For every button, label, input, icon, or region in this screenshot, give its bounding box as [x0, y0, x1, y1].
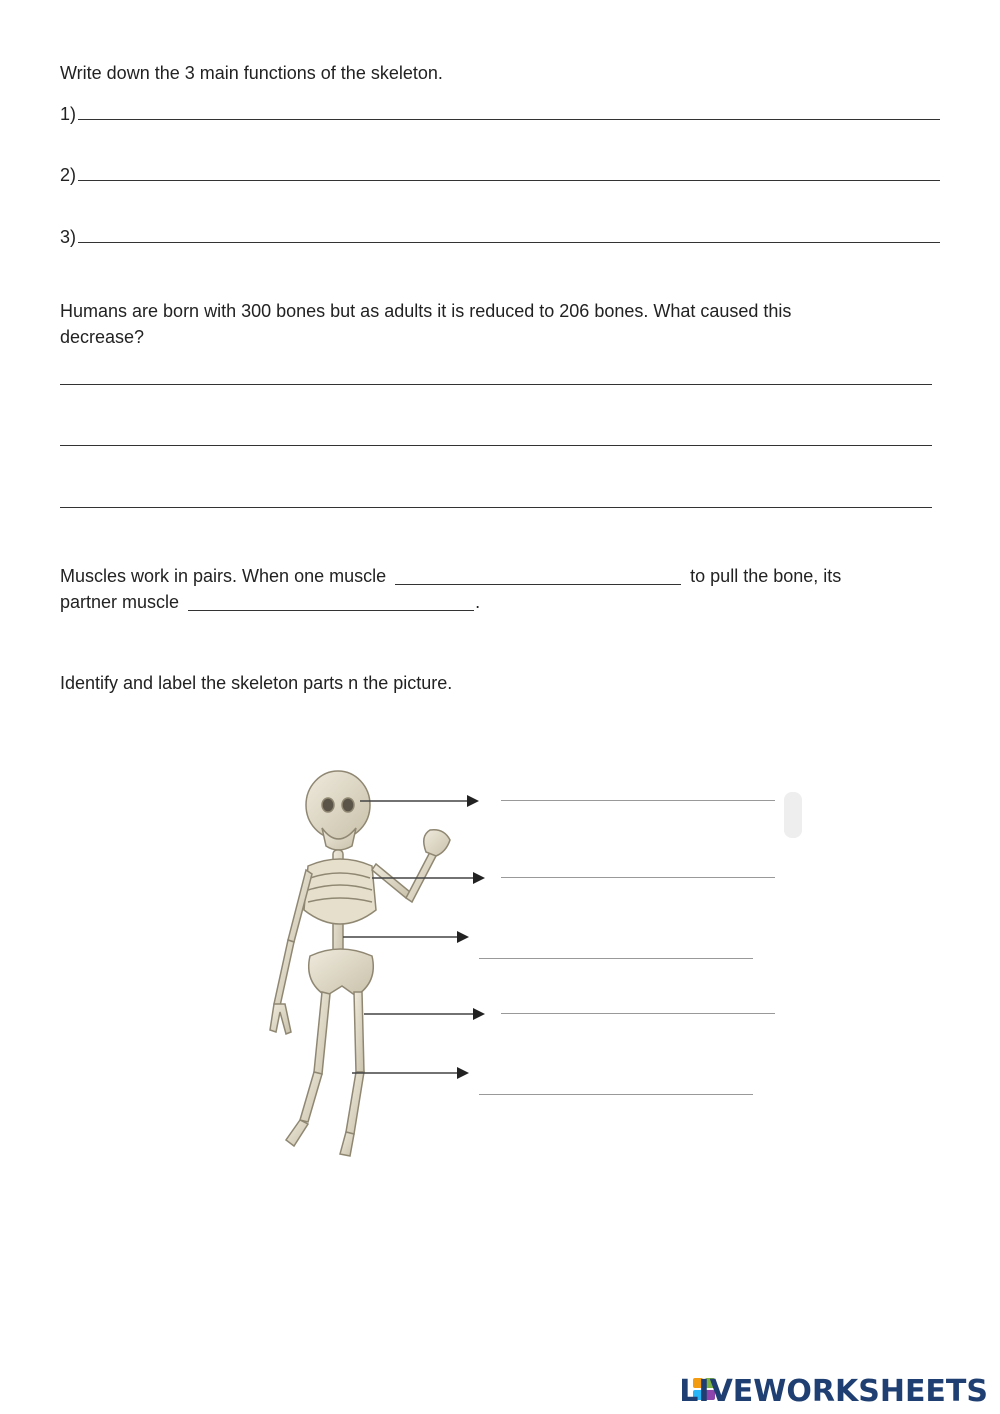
liveworksheets-brand: LIVEWORKSHEETS [679, 1374, 988, 1409]
question-2-answer-line-1[interactable] [60, 384, 932, 385]
question-3-blank-1[interactable] [395, 566, 681, 585]
question-3-line-1 [60, 563, 841, 589]
skeleton-figure [270, 771, 450, 1156]
question-2-prompt-line-2: decrease? [60, 327, 145, 347]
question-3-line-2 [60, 589, 480, 615]
answer-3-line[interactable] [78, 242, 940, 243]
answer-2-line[interactable] [78, 180, 940, 181]
label-line-skull[interactable] [501, 800, 775, 801]
skeleton-diagram [260, 760, 820, 1170]
answer-1-line[interactable] [78, 119, 940, 120]
label-line-ribcage[interactable] [501, 877, 775, 878]
answer-2-label: 2) [60, 165, 77, 185]
question-2-answer-line-3[interactable] [60, 507, 932, 508]
label-line-spine[interactable] [479, 958, 753, 959]
question-3-blank-2[interactable] [188, 592, 474, 611]
question-2-prompt-line-1: Humans are born with 300 bones but as adults it is reduced to 206 bones. What caused this [60, 301, 792, 321]
question-3-text-d: . [475, 592, 481, 612]
question-4-prompt: Identify and label the skeleton parts n the picture. [60, 673, 453, 693]
question-1-prompt: Write down the 3 main functions of the skeleton. [60, 63, 443, 83]
question-2-answer-line-2[interactable] [60, 445, 932, 446]
label-line-knee[interactable] [479, 1094, 753, 1095]
question-3-text-a: Muscles work in pairs. When one muscle [60, 566, 387, 586]
question-3-text-c: partner muscle [60, 592, 180, 612]
label-pointers [343, 801, 482, 1073]
answer-3-label: 3) [60, 227, 77, 247]
decorative-tab [784, 792, 802, 838]
answer-1-label: 1) [60, 104, 77, 124]
question-3-text-b: to pull the bone, its [690, 566, 842, 586]
label-line-femur[interactable] [501, 1013, 775, 1014]
